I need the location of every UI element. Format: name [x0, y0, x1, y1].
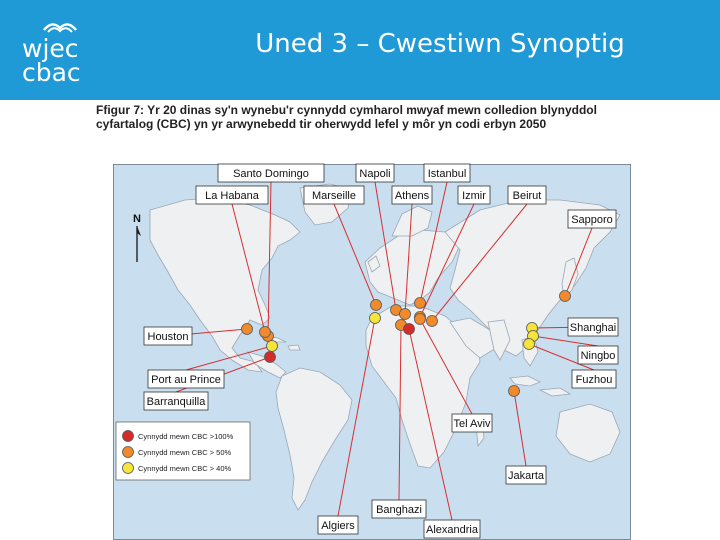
caption-line-2: cyfartalog (CBC) yn yr arwynebedd tir oherwydd lefel y môr yn codi erbyn 2050	[96, 117, 547, 131]
leader-line-jakarta	[514, 391, 526, 466]
caption-line-1: Yr 20 dinas sy'n wynebu'r cynnydd cymharol mwyaf mewn colledion blynyddol	[144, 103, 597, 117]
city-label-tel-aviv: Tel Aviv	[453, 418, 491, 430]
city-marker-la-habana[interactable]	[260, 327, 271, 338]
city-label-santo-domingo: Santo Domingo	[233, 168, 309, 180]
legend-label-orange: Cynnydd mewn CBC > 50%	[138, 448, 232, 457]
city-label-ningbo: Ningbo	[580, 350, 616, 362]
map-legend	[116, 422, 250, 480]
city-label-shanghai: Shanghai	[569, 322, 617, 334]
north-label: N	[133, 213, 141, 225]
city-marker-fuzhou[interactable]	[524, 339, 535, 350]
legend-label-yellow: Cynnydd mewn CBC > 40%	[138, 464, 232, 473]
logo-text-wjec: wjec	[22, 34, 79, 63]
city-label-port-au-prince: Port au Prince	[151, 374, 221, 386]
city-label-sapporo: Sapporo	[571, 214, 613, 226]
page-title: Uned 3 – Cwestiwn Synoptig	[255, 29, 625, 59]
city-label-jakarta: Jakarta	[507, 470, 545, 482]
legend-swatch-yellow	[123, 463, 134, 474]
city-marker-marseille[interactable]	[371, 300, 382, 311]
city-marker-istanbul[interactable]	[415, 298, 426, 309]
city-label-algiers: Algiers	[321, 520, 355, 532]
city-marker-beirut[interactable]	[427, 316, 438, 327]
city-label-la-habana: La Habana	[205, 190, 259, 202]
city-marker-athens[interactable]	[400, 309, 411, 320]
city-label-banghazi: Banghazi	[376, 504, 422, 516]
land-south-america	[276, 368, 352, 510]
city-label-barranquilla: Barranquilla	[146, 396, 206, 408]
legend-swatch-red	[123, 431, 134, 442]
leader-line-marseille	[334, 204, 376, 305]
city-label-izmir: Izmir	[462, 190, 486, 202]
legend-label-red: Cynnydd mewn CBC >100%	[138, 432, 234, 441]
city-marker-jakarta[interactable]	[509, 386, 520, 397]
city-label-fuzhou: Fuzhou	[575, 374, 613, 386]
land-europe	[365, 230, 460, 305]
city-label-beirut: Beirut	[512, 190, 542, 202]
logo-text-cbac: cbac	[22, 58, 81, 87]
city-marker-sapporo[interactable]	[560, 291, 571, 302]
city-label-napoli: Napoli	[359, 168, 391, 180]
city-marker-port-au-prince[interactable]	[267, 341, 278, 352]
city-label-alexandria: Alexandria	[426, 524, 478, 536]
city-marker-houston[interactable]	[242, 324, 253, 335]
city-label-houston: Houston	[147, 331, 189, 343]
north-arrow	[133, 213, 141, 262]
city-label-athens: Athens	[394, 190, 430, 202]
city-label-marseille: Marseille	[311, 190, 357, 202]
city-marker-barranquilla[interactable]	[265, 352, 276, 363]
city-marker-alexandria[interactable]	[404, 324, 415, 335]
city-marker-algiers[interactable]	[370, 313, 381, 324]
figure-label: Ffigur 7:	[96, 103, 144, 117]
leader-line-ningbo	[533, 336, 598, 346]
city-marker-tel-aviv[interactable]	[415, 314, 426, 325]
city-label-istanbul: Istanbul	[427, 168, 467, 180]
land-hispaniola	[288, 345, 300, 350]
legend-swatch-orange	[123, 447, 134, 458]
land-australia	[556, 404, 620, 462]
